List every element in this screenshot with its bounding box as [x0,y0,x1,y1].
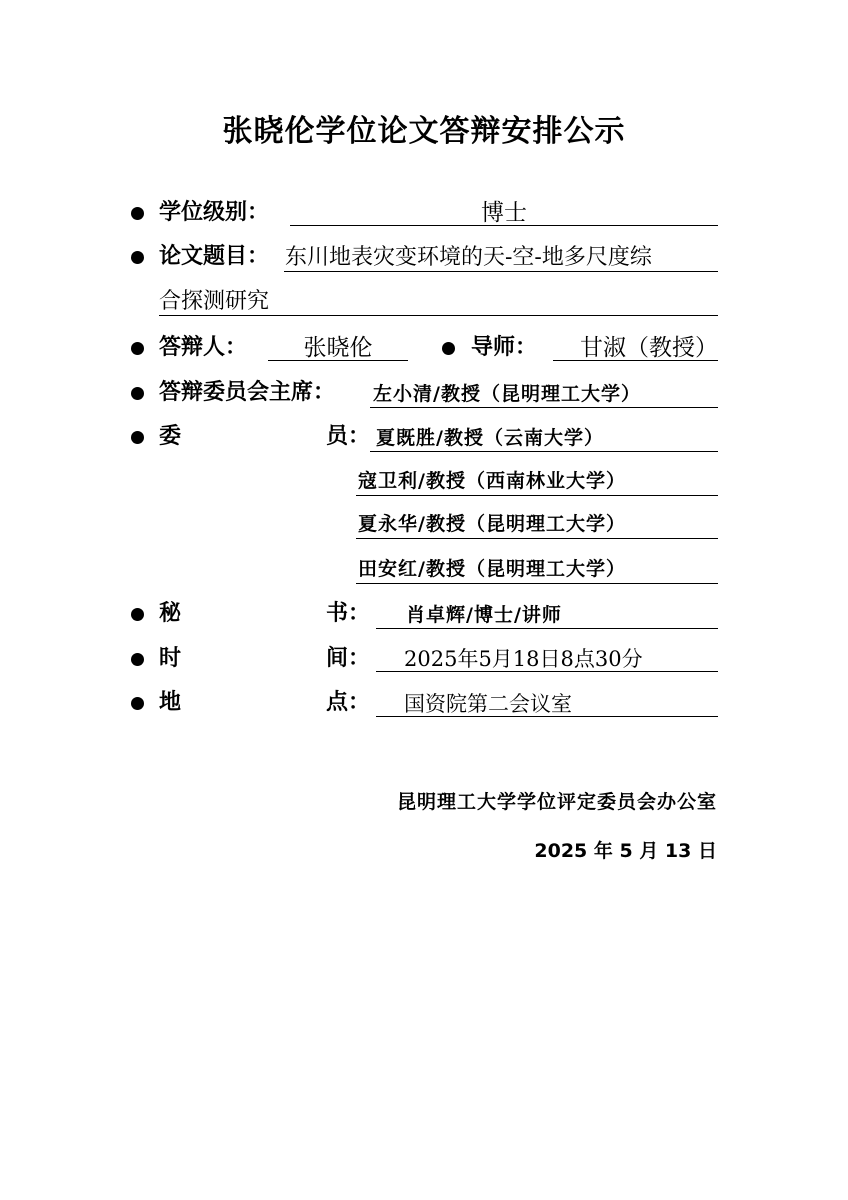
thesis-title-line1: 东川地表灾变环境的天-空-地多尺度综 [285,245,652,270]
degree-label: 学位级别： [159,200,270,225]
bullet-icon [131,387,144,400]
committee-member: 寇卫利/教授（西南林业大学） [358,470,626,492]
advisor-value: 甘淑（教授） [580,335,718,361]
secretary-label-left: 秘 [159,601,182,626]
bullet-icon [131,431,144,444]
bullet-icon [131,207,144,220]
committee-label-left: 委 [159,424,182,449]
advisor-label: 导师： [471,335,538,360]
issue-date: 2025 年 5 月 13 日 [534,840,717,862]
bullet-icon [131,697,144,710]
defender-label: 答辩人： [159,335,248,360]
committee-member: 田安红/教授（昆明理工大学） [358,558,626,580]
place-value: 国资院第二会议室 [404,692,572,716]
thesis-title-line2: 合探测研究 [159,289,270,314]
secretary-label-right: 书： [326,601,371,626]
thesis-label: 论文题目： [159,244,270,269]
page-title: 张晓伦学位论文答辩安排公示 [222,114,626,149]
secretary-value: 肖卓辉/博士/讲师 [406,604,562,626]
bullet-icon [131,342,144,355]
bullet-icon [131,653,144,666]
bullet-icon [131,608,144,621]
chair-label: 答辩委员会主席： [159,380,336,405]
committee-member: 夏既胜/教授（云南大学） [376,427,604,449]
place-label-left: 地 [159,690,182,715]
time-label-left: 时 [159,646,182,671]
degree-value: 博士 [481,200,527,226]
bullet-icon [442,342,455,355]
place-label-right: 点： [326,690,371,715]
time-label-right: 间： [326,646,371,671]
issuing-office: 昆明理工大学学位评定委员会办公室 [396,791,717,813]
time-value: 2025年5月18日8点30分 [404,647,643,671]
committee-label-right: 员： [326,424,371,449]
bullet-icon [131,251,144,264]
chair-value: 左小清/教授（昆明理工大学） [373,383,641,405]
defender-value: 张晓伦 [303,335,373,361]
committee-member: 夏永华/教授（昆明理工大学） [358,513,626,535]
